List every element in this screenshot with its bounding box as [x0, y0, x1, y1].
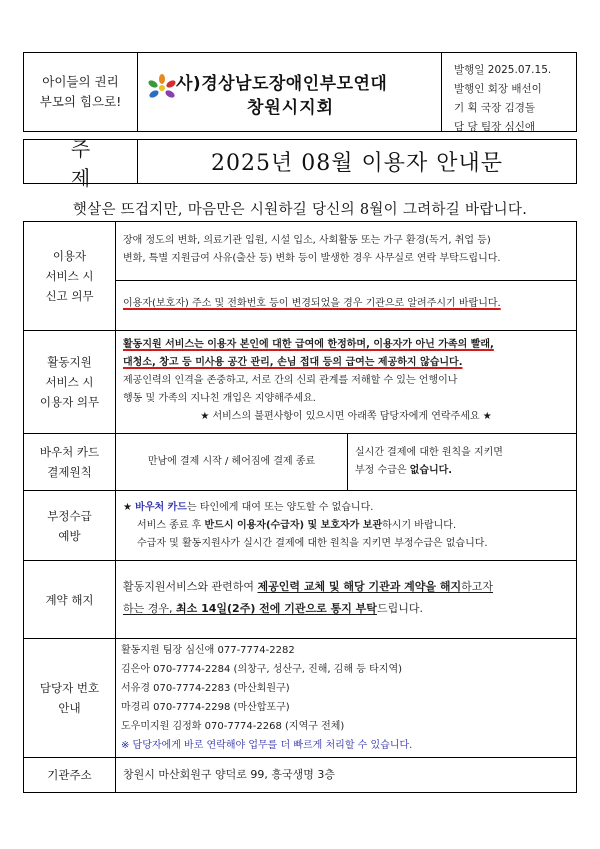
fraud-content-cell	[115, 490, 577, 561]
subject-label: 주제	[70, 136, 117, 190]
voucher-label-2: 결제원칙	[47, 465, 92, 479]
fraud-label-2: 예방	[58, 528, 81, 543]
contract-line-1	[123, 576, 576, 598]
activity-line-2: 대청소, 창고 등 미사용 공간 관리, 손님 접대 등의 급여는 제공하지 않습니다.	[123, 357, 463, 368]
motto-line-2: 부모의 힘으로!	[39, 94, 122, 109]
voucher-right-line-2	[355, 462, 576, 480]
report-label-1: 이용자	[52, 249, 87, 263]
subject-title: 2025년 08월 이용자 안내문	[211, 151, 503, 176]
subject-label-box	[23, 136, 138, 190]
address-text: 창원시 마산회원구 양덕로 99, 흥국생명 3층	[123, 768, 335, 781]
fraud-label-1: 부정수급	[47, 508, 92, 523]
issue-date: 발행일 2025.07.15.	[454, 64, 552, 76]
motto-line-1: 아이들의 권리	[42, 74, 119, 89]
contract-content-cell	[115, 560, 577, 639]
report-change-cell	[115, 280, 577, 331]
contract-line-2-bold: 최소 14일(2주) 전에 기관으로 통지 부탁	[176, 602, 377, 615]
address-content-cell	[115, 757, 577, 793]
report-line-1: 장애 정도의 변화, 의료기관 입원, 시설 입소, 사회활동 또는 가구 환경(독거, 취업 등)	[123, 235, 491, 246]
star-icon: ★	[123, 502, 132, 513]
fraud-label-cell	[23, 490, 116, 561]
activity-line-5: ★ 서비스의 불편사항이 있으시면 아래쪽 담당자에게 연락주세요 ★	[200, 411, 492, 422]
report-line-3: 이용자(보호자) 주소 및 전화번호 등이 변경되었을 경우 기관으로 알려주시기 바랍니다.	[123, 298, 501, 309]
contract-label-cell	[23, 560, 116, 639]
contract-line-1-post: 하고자	[461, 580, 494, 593]
activity-line-3: 제공인력의 인격을 존중하고, 서로 간의 신뢰 관계를 저해할 수 있는 언행이나	[123, 375, 458, 386]
contract-line-2	[123, 598, 576, 620]
report-label-3: 신고 의무	[45, 289, 94, 303]
address-label-cell	[23, 757, 116, 793]
contacts-content-cell	[115, 638, 577, 758]
activity-label-2: 서비스 시	[45, 375, 94, 389]
org-box	[137, 52, 442, 132]
activity-line-4: 행동 및 가족의 지나친 개입은 지양해주세요.	[123, 393, 316, 404]
report-label-2: 서비스 시	[45, 269, 94, 283]
fraud-line-2-pre: 서비스 종료 후	[137, 520, 205, 531]
contacts-label-cell	[23, 638, 116, 758]
fraud-line-2-bold: 반드시 이용자(수급자) 및 보호자가 보관	[204, 520, 383, 531]
report-content-cell	[115, 221, 577, 281]
activity-line-1: 활동지원 서비스는 이용자 본인에 대한 급여에 한정하며, 이용자가 아닌 가족의 빨래,	[123, 339, 494, 350]
contacts-label-1: 담당자 번호	[39, 681, 100, 695]
contract-line-1-bold: 제공인력 교체 및 해당 기관과 계약을 해지	[257, 580, 462, 593]
contact-note: ※ 담당자에게 바로 연락해야 업무를 더 빠르게 처리할 수 있습니다.	[121, 740, 413, 751]
address-label: 기관주소	[47, 768, 92, 782]
activity-label-3: 이용자 의무	[39, 395, 100, 409]
fraud-line-2	[123, 517, 576, 535]
planner: 기 획 국장 김경돌	[454, 102, 536, 114]
org-name-line-2: 창원시지회	[246, 98, 335, 118]
voucher-right-line-2-bold: 없습니다.	[409, 465, 453, 476]
voucher-left-text: 만남에 결제 시작 / 헤어짐에 결제 종료	[147, 456, 316, 467]
activity-content-cell	[115, 330, 577, 434]
fraud-line-1	[123, 499, 576, 517]
contract-line-2-pre: 하는 경우,	[123, 602, 176, 615]
voucher-right-line-1: 실시간 결제에 대한 원칙을 지키면	[355, 447, 503, 458]
voucher-right-cell	[347, 433, 577, 491]
report-label-cell	[23, 221, 116, 331]
contact-line-1: 활동지원 팀장 심신애 077-7774-2282	[121, 645, 295, 656]
contact-line-4: 마경리 070-7774-2298 (마산합포구)	[121, 702, 290, 713]
voucher-right-line-2-pre: 부정 수급은	[355, 465, 410, 476]
activity-label-cell	[23, 330, 116, 434]
manager: 담 당 팀장 심신애	[454, 121, 536, 133]
contact-line-2: 김은아 070-7774-2284 (의창구, 성산구, 진해, 김해 등 타지역)	[121, 664, 403, 675]
fraud-line-1-bold: 바우처 카드	[135, 502, 187, 513]
fraud-line-2-post: 하시기 바랍니다.	[382, 520, 457, 531]
publisher: 발행인 회장 배선이	[454, 83, 542, 95]
subject-title-box	[137, 139, 577, 184]
voucher-left-cell	[115, 433, 348, 491]
fraud-line-1-rest: 는 타인에게 대여 또는 양도할 수 없습니다.	[186, 502, 374, 513]
motto-box	[23, 52, 138, 132]
contact-line-5: 도우미지원 김정화 070-7774-2268 (지역구 전체)	[121, 721, 345, 732]
contract-line-2-post: 드립니다.	[376, 602, 423, 615]
fraud-line-3: 수급자 및 활동지원사가 실시간 결제에 대한 원칙을 지키면 부정수급은 없습니다.	[137, 538, 488, 549]
report-line-2: 변화, 특별 지원급여 사유(출산 등) 변화 등이 발생한 경우 사무실로 연락 부탁드립니다.	[123, 253, 501, 264]
contract-line-1-pre: 활동지원서비스와 관련하여	[123, 580, 258, 593]
voucher-label-1: 바우처 카드	[39, 445, 100, 459]
org-name-line-1: 사)경상남도장애인부모연대	[176, 74, 388, 94]
voucher-label-cell	[23, 433, 116, 491]
greeting: 햇살은 뜨겁지만, 마음만은 시원하길 당신의 8월이 그려하길 바랍니다.	[72, 202, 528, 218]
contact-line-3: 서유경 070-7774-2283 (마산회원구)	[121, 683, 290, 694]
activity-label-1: 활동지원	[47, 355, 92, 369]
issuer-box	[441, 52, 577, 132]
contract-label: 계약 해지	[45, 592, 94, 607]
contacts-label-2: 안내	[58, 701, 81, 715]
